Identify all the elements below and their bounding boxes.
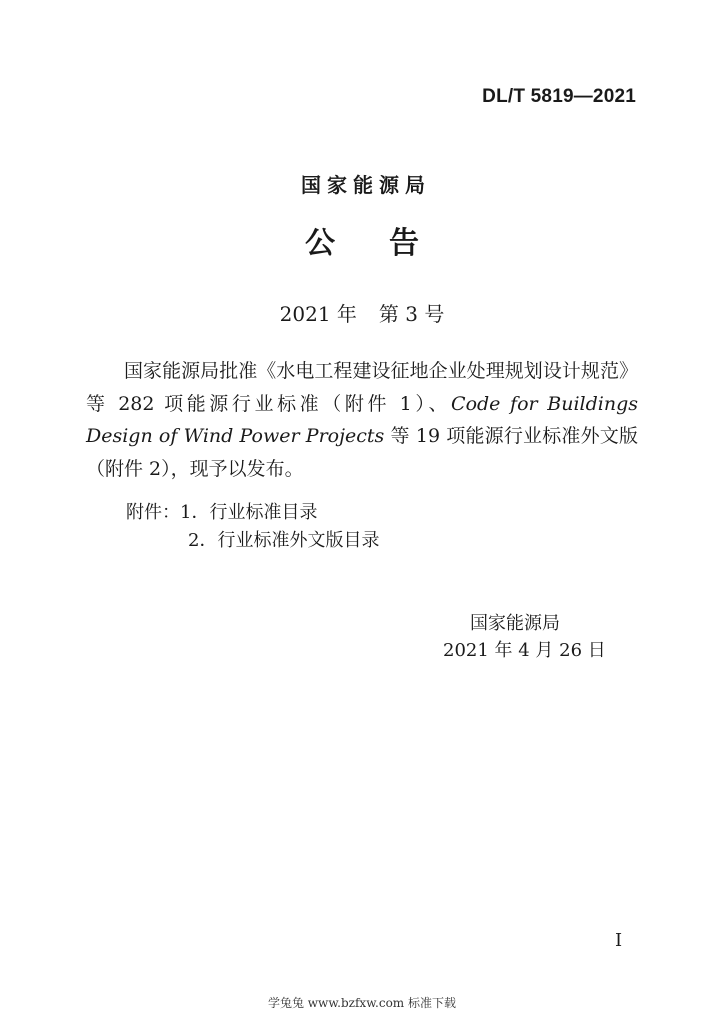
signature-date: 2021 年 4 月 26 日 — [443, 640, 606, 661]
notice-title — [0, 218, 724, 262]
standard-code: DL/T 5819—2021 — [482, 86, 636, 107]
attachment-item-1: 1．行业标准目录 — [180, 502, 318, 523]
english-standard-title: Code for Buildings Design of Wind Power Projects — [86, 392, 638, 447]
notice-number-no: 第 3 号 — [378, 302, 445, 326]
issuer-name: 国家能源局 — [301, 173, 431, 197]
watermark-text: 学兔兔 www.bzfxw.com 标准下载 — [267, 996, 457, 1010]
attachment-line-2 — [188, 526, 379, 552]
body-part-1: 国家能源局批准《水电工程建设征地企业处理规划设计规范》等 282 项能源行业标准（附件 1）、 — [86, 360, 638, 415]
notice-number-year: 2021 年 — [279, 302, 357, 326]
body-part-2: 等 19 项能源行业标准外文版（附件 2），现予以发布。 — [86, 425, 638, 480]
notice-title-char-1: 公 — [305, 226, 335, 261]
notice-title-char-2: 告 — [389, 226, 419, 261]
signature-org: 国家能源局 — [470, 613, 560, 634]
notice-number — [0, 298, 724, 327]
attachment-item-2: 2．行业标准外文版目录 — [188, 530, 380, 551]
page-number: I — [615, 930, 623, 951]
attachment-label: 附件： — [126, 502, 180, 523]
attachment-line-1 — [126, 498, 317, 524]
notice-body — [86, 355, 638, 485]
